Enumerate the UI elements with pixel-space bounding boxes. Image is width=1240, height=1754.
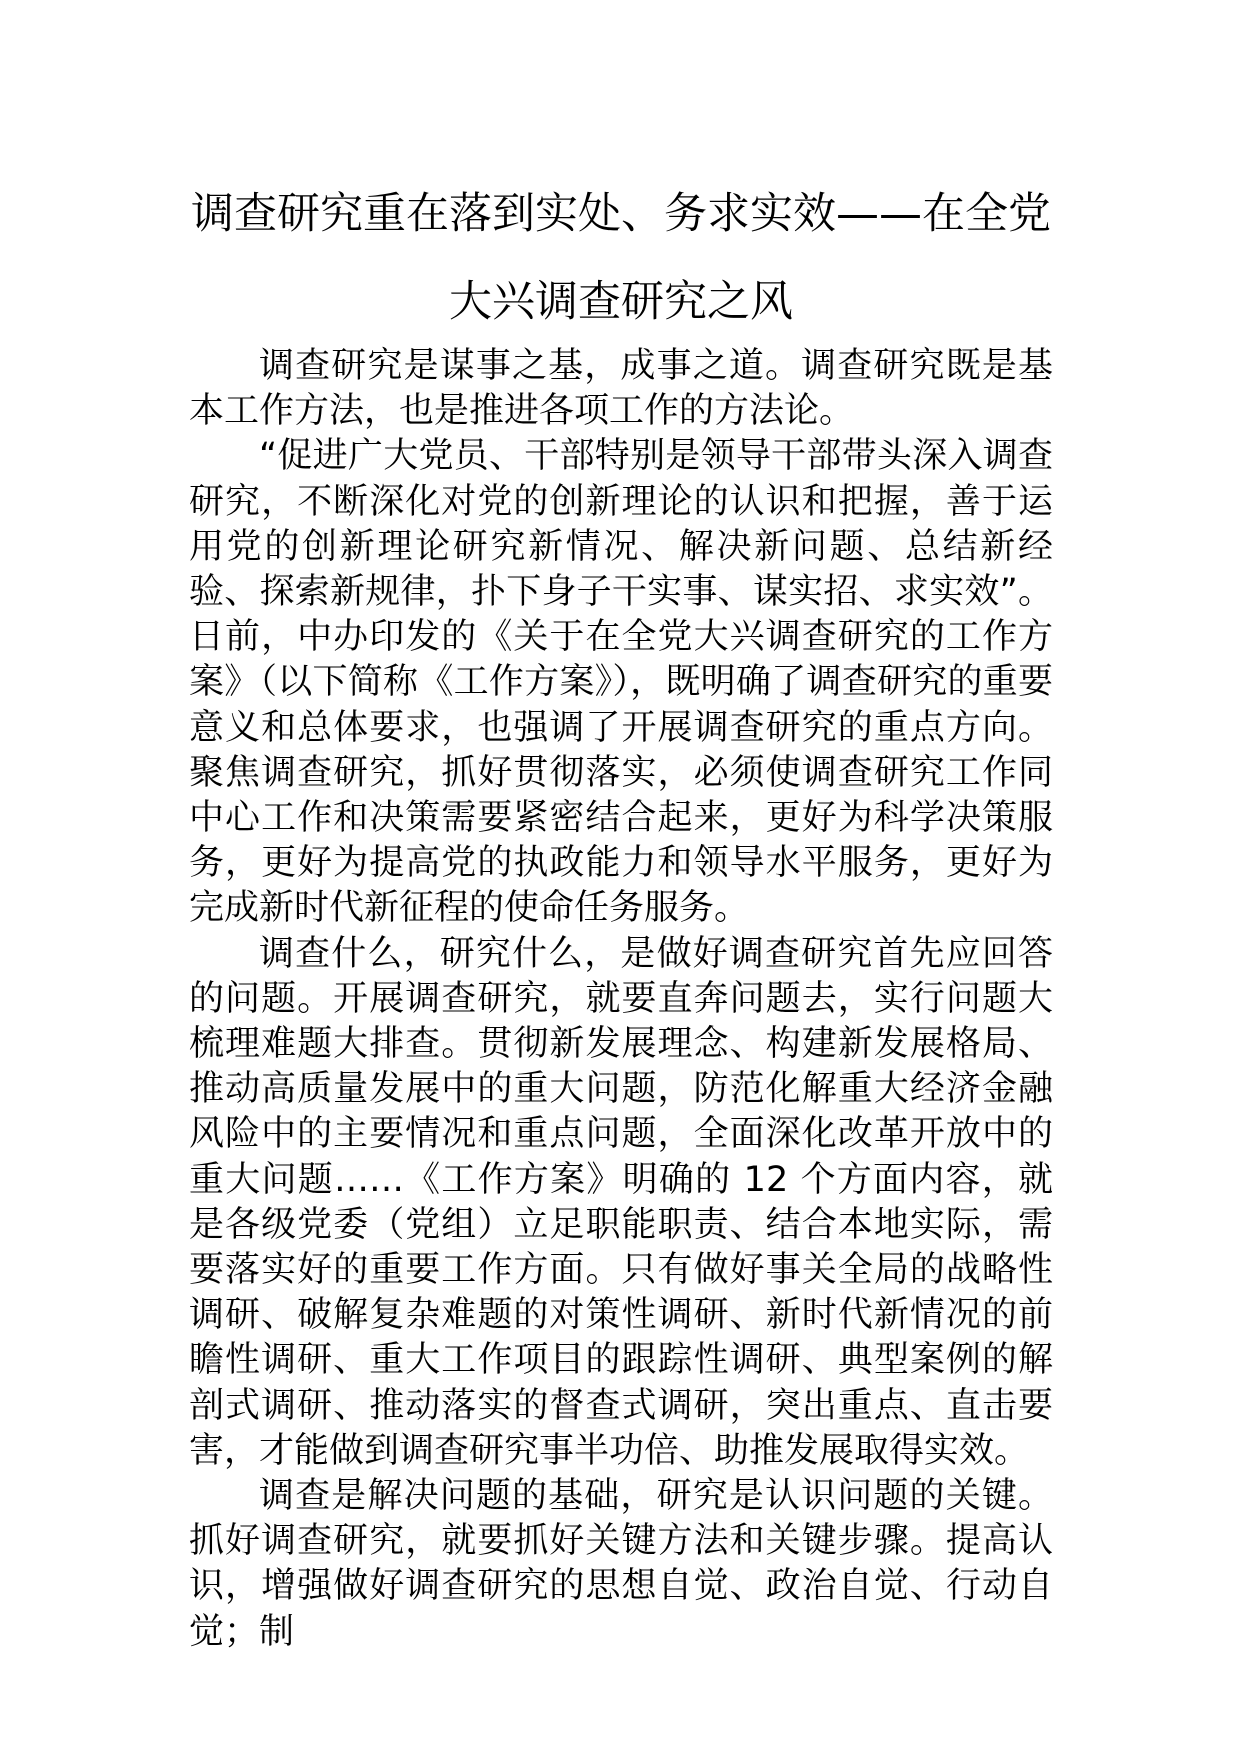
- document-title: 调查研究重在落到实处、务求实效——在全党大兴调查研究之风: [191, 189, 1051, 327]
- document-body: [189, 344, 1053, 1655]
- document-content: [189, 170, 1053, 1655]
- paragraph-1: 调查研究是谋事之基，成事之道。调查研究既是基本工作方法，也是推进各项工作的方法论。: [189, 346, 1053, 432]
- paragraph-4: 调查是解决问题的基础，研究是认识问题的关键。抓好调查研究，就要抓好关键方法和关键步骤。提高认识，增强做好调查研究的思想自觉、政治自觉、行动自觉；制: [189, 1476, 1053, 1652]
- paragraph-3: 调查什么，研究什么，是做好调查研究首先应回答的问题。开展调查研究，就要直奔问题去，实行问题大梳理难题大排查。贯彻新发展理念、构建新发展格局、推动高质量发展中的重大问题，防范化解重大经济金融风险中的主要情况和重点问题，全面深化改革开放中的重大问题……《工作方案》明确的 12 个方面内容，就是各级党委（党组）立足职能职责、结合本地实际，需要落实好的重要工作方面。只有做好事关全局的战略性调研、破解复杂难题的对策性调研、新时代新情况的前瞻性调研、重大工作项目的跟踪性调研、典型案例的解剖式调研、推动落实的督查式调研，突出重点、直击要害，才能做到调查研究事半功倍、助推发展取得实效。: [189, 933, 1053, 1471]
- paragraph-2: “促进广大党员、干部特别是领导干部带头深入调查研究，不断深化对党的创新理论的认识和把握，善于运用党的创新理论研究新情况、解决新问题、总结新经验、探索新规律，扑下身子干实事、谋实招、求实效”。日前，中办印发的《关于在全党大兴调查研究的工作方案》（以下简称《工作方案》），既明确了调查研究的重要意义和总体要求，也强调了开展调查研究的重点方向。聚焦调查研究，抓好贯彻落实，必须使调查研究工作同中心工作和决策需要紧密结合起来，更好为科学决策服务，更好为提高党的执政能力和领导水平服务，更好为完成新时代新征程的使命任务服务。: [189, 436, 1053, 929]
